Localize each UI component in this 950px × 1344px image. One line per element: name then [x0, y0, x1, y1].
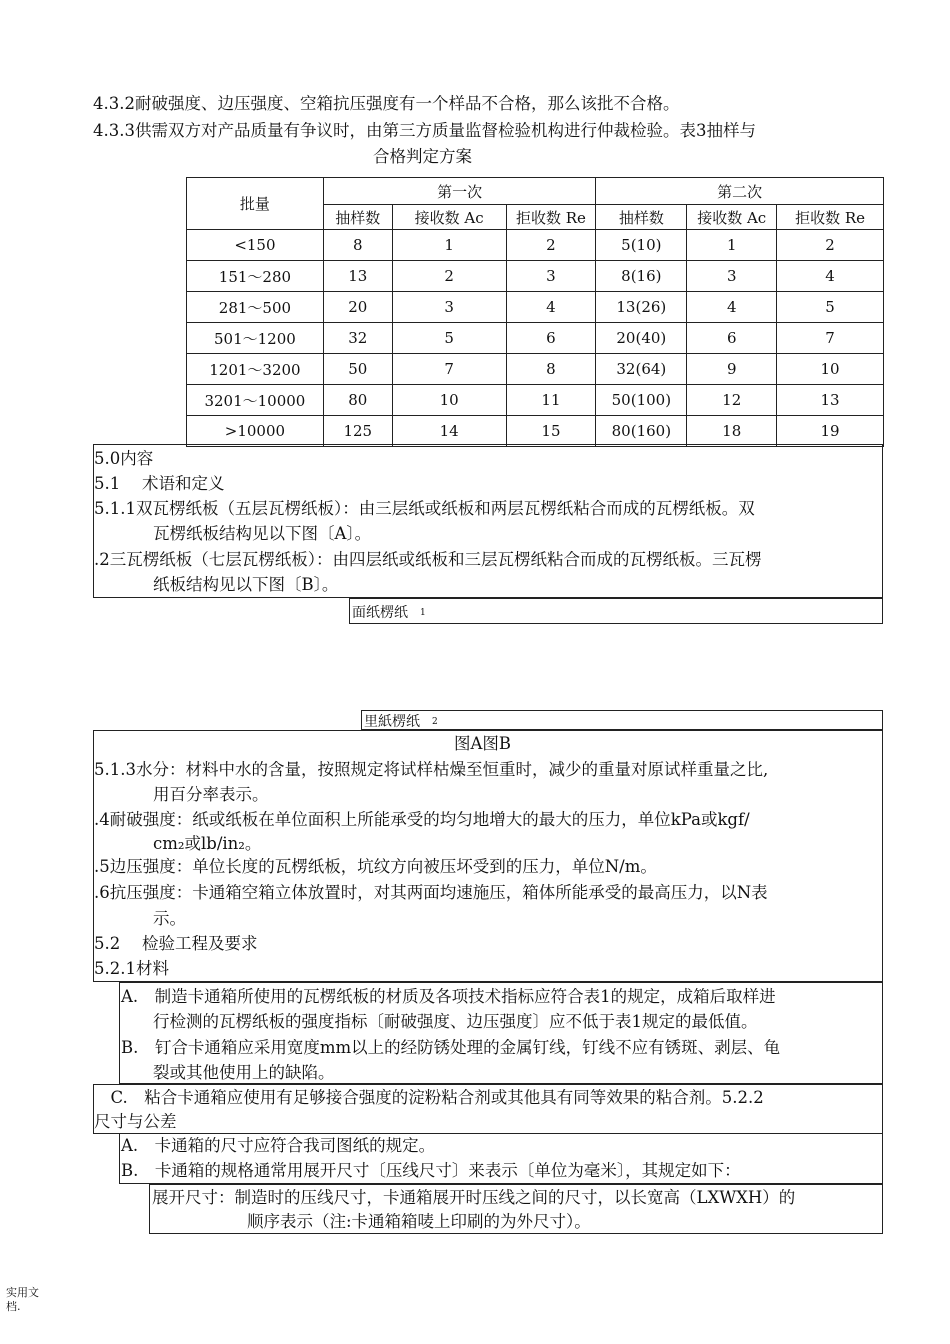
figure-label-box-bottom — [361, 710, 883, 730]
clause-5-1-2-cont: 纸板结构见以下图〔B〕。 — [153, 575, 339, 594]
table-cell: 8 — [323, 230, 392, 261]
sub-header: 抽样数 — [596, 205, 687, 230]
clause-5-1-4: .4耐破强度：纸或纸板在单位面积上所能承受的均匀地增大的最大的压力，单位kPa或kgf/ — [94, 810, 750, 829]
table-cell: 5 — [777, 292, 884, 323]
table-row — [187, 416, 884, 447]
clause-5-1-5: .5边压强度：单位长度的瓦楞纸板，坑纹方向被压坏受到的压力，单位N/m。 — [94, 857, 657, 876]
material-item-a-cont: 行检测的瓦楞纸板的强度指标〔耐破强度、边压强度〕应不低于表1规定的最低值。 — [153, 1012, 758, 1031]
table-row — [187, 323, 884, 354]
table-cell: 9 — [687, 354, 777, 385]
material-item-b: B. 钉合卡通箱应采用宽度mm以上的经防锈处理的金属钉线，钉线不应有锈斑、剥层、龟 — [121, 1038, 781, 1057]
batch-header: 批量 — [187, 178, 324, 230]
table-cell: 13(26) — [596, 292, 687, 323]
clause-5-1-3: 5.1.3水分：材料中水的含量，按照规定将试样枯燥至恒重时，减少的重量对原试样重量之比, — [94, 760, 769, 779]
table-cell: 7 — [777, 323, 884, 354]
table-cell: 3 — [392, 292, 506, 323]
table-cell: >10000 — [187, 416, 324, 447]
table-cell: 2 — [777, 230, 884, 261]
table-cell: 2 — [506, 230, 596, 261]
second-sampling-header: 第二次 — [596, 178, 884, 205]
table-cell: 19 — [777, 416, 884, 447]
sampling-table — [186, 177, 884, 447]
table-cell: 10 — [392, 385, 506, 416]
table-cell: 151～280 — [187, 261, 324, 292]
table-cell: 11 — [506, 385, 596, 416]
figure-label-box-top — [349, 598, 883, 624]
table-cell: 80 — [323, 385, 392, 416]
table-cell: 14 — [392, 416, 506, 447]
material-item-c: C. 粘合卡通箱应使用有足够接合强度的淀粉粘合剂或其他具有同等效果的粘合剂。5.2.2 — [94, 1088, 764, 1107]
table-row — [187, 230, 884, 261]
clause-5-2-1: 5.2.1材料 — [94, 959, 169, 978]
table-cell: 1 — [392, 230, 506, 261]
dimension-item-b: B. 卡通箱的规格通常用展开尺寸〔压线尺寸〕来表示〔单位为毫米〕，其规定如下： — [121, 1161, 741, 1180]
table-cell: 20 — [323, 292, 392, 323]
sub-header: 拒收数 Re — [506, 205, 596, 230]
first-sampling-header: 第一次 — [323, 178, 596, 205]
table-cell: 5 — [392, 323, 506, 354]
sub-header: 抽样数 — [323, 205, 392, 230]
table-cell: 3 — [687, 261, 777, 292]
section-5-2-heading: 5.2 检验工程及要求 — [94, 934, 258, 953]
table-cell: 32 — [323, 323, 392, 354]
clause-5-1-2: .2三瓦楞纸板（七层瓦楞纸板）：由四层纸或纸板和三层瓦楞纸粘合而成的瓦楞纸板。三瓦楞 — [94, 550, 762, 569]
table-cell: 50 — [323, 354, 392, 385]
sub-header: 接收数 Ac — [687, 205, 777, 230]
expanded-size-definition-cont: 顺序表示（注:卡通箱箱唛上印刷的为外尺寸）。 — [247, 1212, 591, 1231]
expanded-size-definition: 展开尺寸：制造时的压线尺寸，卡通箱展开时压线之间的尺寸，以长宽高（LXWXH）的 — [152, 1188, 796, 1207]
table-cell: 13 — [777, 385, 884, 416]
section-5-0-title: 5.0内容 — [94, 449, 154, 468]
table-cell: 4 — [777, 261, 884, 292]
table-cell: 8 — [506, 354, 596, 385]
table-cell: 10 — [777, 354, 884, 385]
table-cell: 13 — [323, 261, 392, 292]
footer-note: 实用文档. — [6, 1286, 39, 1313]
table-cell: 20(40) — [596, 323, 687, 354]
face-paper-label-sub: 1 — [420, 608, 426, 618]
table-cell: 4 — [687, 292, 777, 323]
table-cell: 3 — [506, 261, 596, 292]
table-cell: 18 — [687, 416, 777, 447]
back-paper-label-sub: 2 — [432, 717, 438, 727]
clause-5-1-1-cont: 瓦楞纸板结构见以下图〔A〕。 — [153, 524, 372, 543]
material-item-b-cont: 裂或其他使用上的缺陷。 — [153, 1063, 335, 1082]
sub-header: 接收数 Ac — [392, 205, 506, 230]
table-cell: 2 — [392, 261, 506, 292]
table-cell: 8(16) — [596, 261, 687, 292]
table-cell: 4 — [506, 292, 596, 323]
clause-5-1-4-cont: cm₂或lb/in₂。 — [153, 834, 262, 853]
clause-5-1-6: .6抗压强度：卡通箱空箱立体放置时，对其两面均速施压，箱体所能承受的最高压力，以N表 — [94, 883, 768, 902]
table-cell: 6 — [506, 323, 596, 354]
figure-caption: 图A图B — [454, 734, 512, 753]
face-paper-label: 面纸楞纸 — [352, 605, 408, 621]
table-cell: 5(10) — [596, 230, 687, 261]
table-cell: 501～1200 — [187, 323, 324, 354]
clause-5-1-6-cont: 示。 — [153, 909, 186, 928]
table-cell: 125 — [323, 416, 392, 447]
table-cell: 6 — [687, 323, 777, 354]
table-cell: 12 — [687, 385, 777, 416]
clause-5-1-1: 5.1.1双瓦楞纸板（五层瓦楞纸板）：由三层纸或纸板和两层瓦楞纸粘合而成的瓦楞纸板。双 — [94, 499, 755, 518]
material-item-a: A. 制造卡通箱所使用的瓦楞纸板的材质及各项技术指标应符合表1的规定，成箱后取样进 — [121, 987, 776, 1006]
table-cell: 1 — [687, 230, 777, 261]
table-cell: 80(160) — [596, 416, 687, 447]
section-5-1-heading: 5.1 术语和定义 — [94, 474, 225, 493]
clause-5-1-3-cont: 用百分率表示。 — [153, 785, 269, 804]
table-caption: 合格判定方案 — [373, 147, 472, 166]
dimension-item-a: A. 卡通箱的尺寸应符合我司图纸的规定。 — [121, 1136, 436, 1155]
clause-5-2-2-heading: 尺寸与公差 — [94, 1112, 177, 1131]
table-cell: 50(100) — [596, 385, 687, 416]
table-cell: 15 — [506, 416, 596, 447]
table-cell: 281～500 — [187, 292, 324, 323]
table-cell: 7 — [392, 354, 506, 385]
table-row — [187, 261, 884, 292]
sub-header: 拒收数 Re — [777, 205, 884, 230]
clause-4-3-2: 4.3.2耐破强度、边压强度、空箱抗压强度有一个样品不合格，那么该批不合格。 — [93, 94, 680, 113]
table-cell: 1201～3200 — [187, 354, 324, 385]
back-paper-label: 里紙楞纸 — [364, 714, 420, 730]
table-cell: 3201～10000 — [187, 385, 324, 416]
table-cell: 32(64) — [596, 354, 687, 385]
table-cell: <150 — [187, 230, 324, 261]
table-row — [187, 292, 884, 323]
table-row — [187, 354, 884, 385]
table-row — [187, 385, 884, 416]
clause-4-3-3: 4.3.3供需双方对产品质量有争议时，由第三方质量监督检验机构进行仲裁检验。表3抽样与 — [93, 121, 756, 140]
